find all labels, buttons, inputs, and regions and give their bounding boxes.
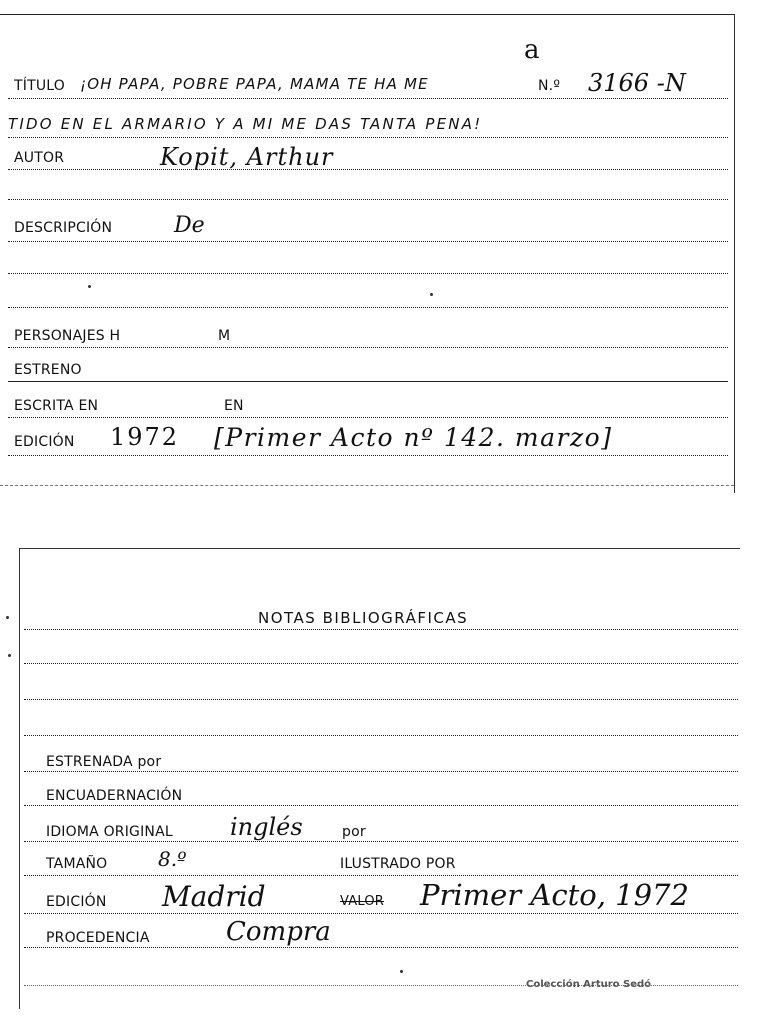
titulo-label: TÍTULO: [14, 78, 65, 94]
edicion-label: EDICIÓN: [14, 434, 75, 450]
estrenada-label: ESTRENADA por: [46, 754, 162, 770]
catalog-card-back: [19, 548, 740, 1009]
back-blank-rule-2: [24, 699, 738, 700]
blank-rule-3: [8, 307, 728, 308]
estrenada-rule: [24, 771, 738, 772]
personajes-rule: [8, 347, 728, 348]
tamano-rule: [24, 875, 738, 876]
en-label: EN: [224, 398, 244, 414]
valor-label: VALOR: [340, 894, 384, 909]
blank-rule-2: [8, 273, 728, 274]
titulo-line-1: ¡OH PAPA, POBRE PAPA, MAMA TE HA ME: [80, 75, 429, 93]
encuadernacion-label: ENCUADERNACIÓN: [46, 788, 183, 804]
scan-speck: [6, 616, 9, 619]
collection-credit: Colección Arturo Sedó: [526, 979, 652, 990]
encuadernacion-rule: [24, 805, 738, 806]
idioma-rule: [24, 841, 738, 842]
numero-value: 3166 -N: [588, 69, 686, 97]
back-edicion-value: Madrid: [162, 880, 266, 913]
edicion-note: [Primer Acto nº 142. marzo]: [214, 423, 613, 452]
procedencia-label: PROCEDENCIA: [46, 930, 150, 946]
edicion-year: 1972: [110, 423, 180, 451]
tamano-label: TAMAÑO: [46, 856, 108, 872]
catalog-card-front: [0, 14, 735, 493]
corner-mark: a: [524, 35, 540, 65]
autor-label: AUTOR: [14, 150, 65, 166]
scan-speck: [88, 285, 91, 288]
personajes-m-label: M: [218, 328, 231, 344]
idioma-label: IDIOMA ORIGINAL: [46, 824, 173, 840]
procedencia-value: Compra: [226, 917, 331, 947]
procedencia-rule: [24, 947, 738, 948]
ilustrado-label: ILUSTRADO POR: [340, 856, 456, 872]
descripcion-label: DESCRIPCIÓN: [14, 220, 113, 236]
tamano-value: 8.º: [158, 847, 187, 871]
credit-rule: [24, 985, 738, 986]
scan-speck: [8, 654, 11, 657]
titulo-line-2: TIDO EN EL ARMARIO Y A MI ME DAS TANTA PENA!: [8, 115, 483, 133]
descripcion-value: De: [174, 213, 205, 238]
back-blank-rule-1: [24, 663, 738, 664]
idioma-por-label: por: [342, 824, 366, 840]
blank-rule-1: [8, 199, 728, 200]
edicion-rule: [8, 455, 728, 456]
autor-rule: [8, 169, 728, 170]
scan-speck: [400, 970, 403, 973]
titulo-rule-1: [8, 98, 728, 99]
estreno-label: ESTRENO: [14, 362, 82, 378]
idioma-value: inglés: [230, 813, 303, 841]
back-edicion-rule: [24, 913, 738, 914]
back-edicion-label: EDICIÓN: [46, 894, 107, 910]
estreno-rule: [8, 381, 728, 382]
escrita-rule: [8, 417, 728, 418]
bottom-dash-rule: [0, 485, 734, 486]
numero-label: N.º: [538, 78, 561, 94]
autor-value: Kopit, Arthur: [160, 143, 334, 171]
valor-value: Primer Acto, 1972: [420, 878, 689, 912]
escrita-en-label: ESCRITA EN: [14, 398, 99, 414]
scan-speck: [430, 293, 433, 296]
titulo-rule-2: [8, 137, 728, 138]
notas-heading: NOTAS BIBLIOGRÁFICAS: [258, 609, 469, 627]
heading-rule: [24, 629, 738, 630]
descripcion-rule: [8, 241, 728, 242]
back-blank-rule-3: [24, 735, 738, 736]
personajes-label: PERSONAJES H: [14, 328, 121, 344]
